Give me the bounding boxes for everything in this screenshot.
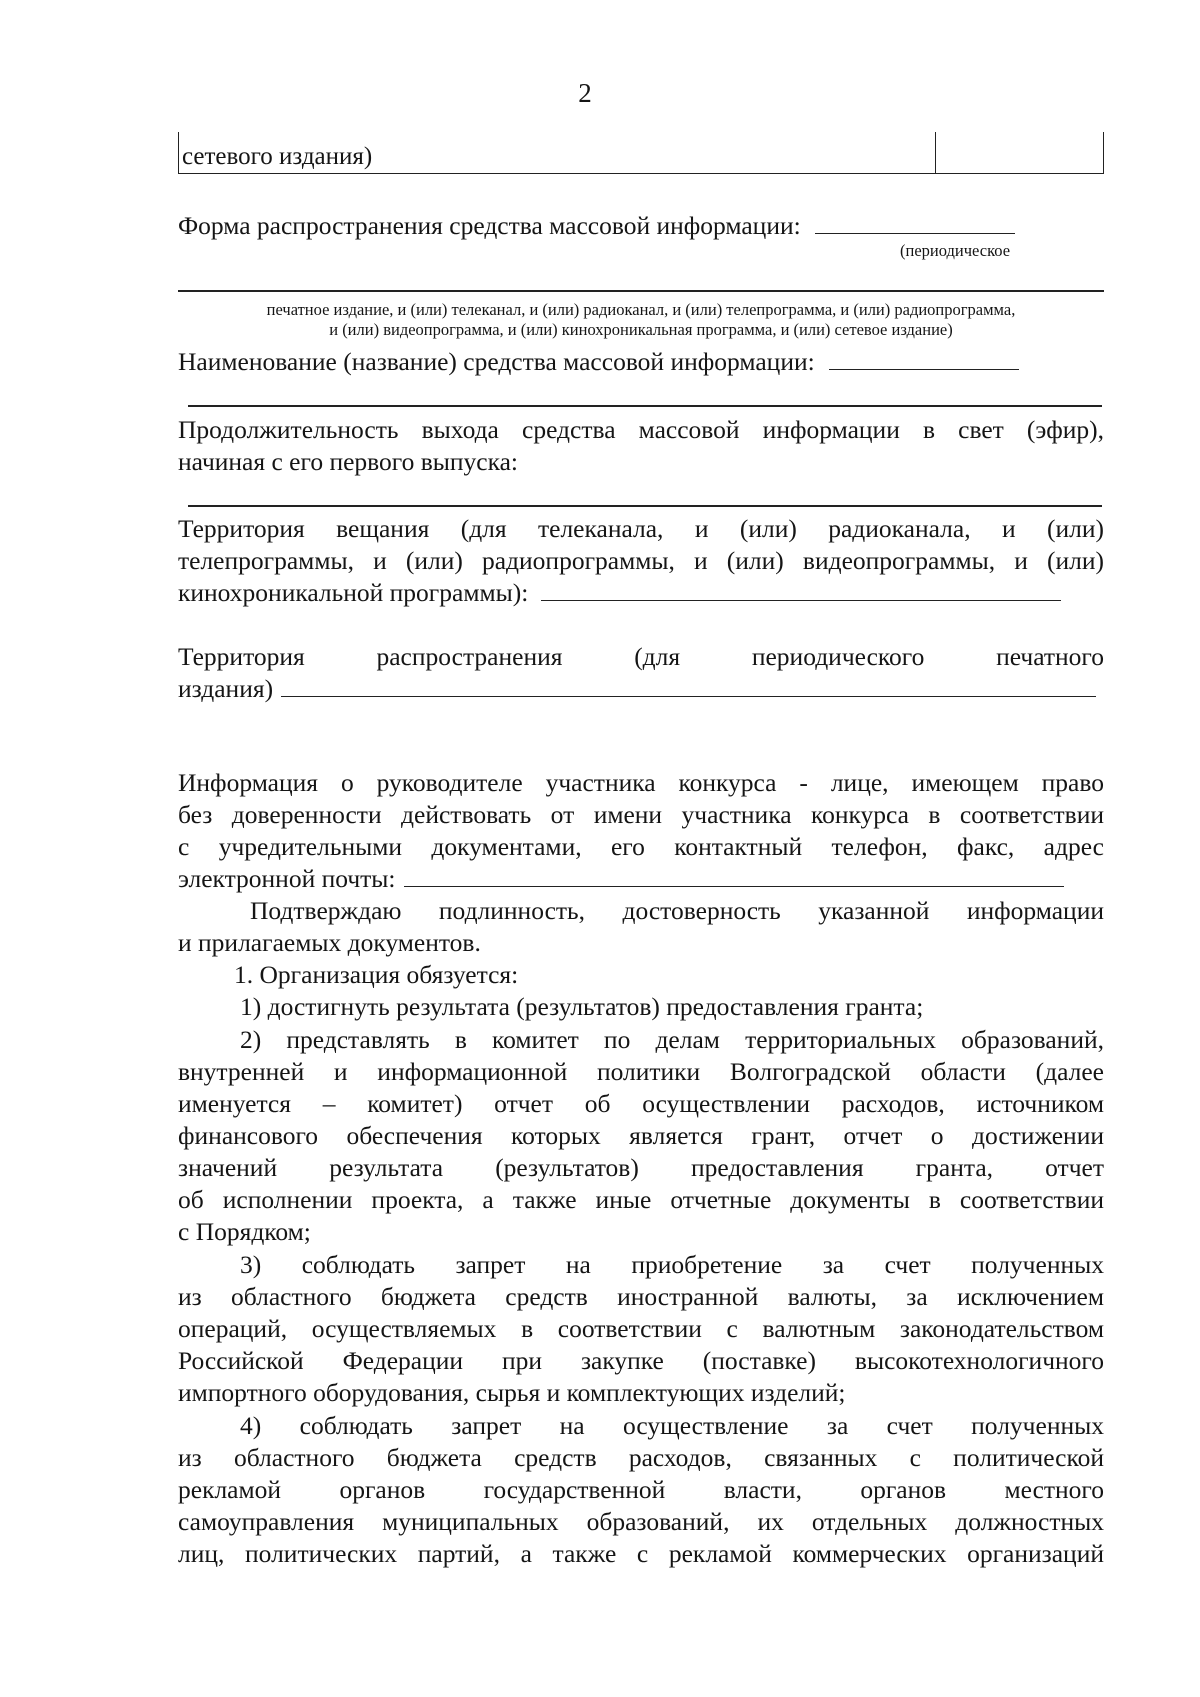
table-border-left — [178, 132, 179, 174]
table-border-middle — [935, 132, 936, 174]
head-info-line4: электронной почты: — [178, 864, 396, 893]
obligations-heading: 1. Организация обязуется: — [234, 960, 519, 989]
distribution-fill-line — [281, 676, 1096, 697]
obligation-item1: 1) достигнуть результата (результатов) предоставления гранта; — [240, 992, 924, 1021]
obligation-item4-line: из областного бюджета средств расходов, связанных с политической — [178, 1443, 1104, 1472]
distribution-line2-row — [178, 673, 1104, 705]
head-info-line2: без доверенности действовать от имени участника конкурса в соответствии — [178, 800, 1104, 829]
obligation-item2-line: значений результата (результатов) предоставления гранта, отчет — [178, 1153, 1104, 1182]
obligation-item3-line: Российской Федерации при закупке (поставке) высокотехнологичного — [178, 1346, 1104, 1375]
broadcast-line3-row — [178, 577, 1104, 609]
obligation-item2-line: об исполнении проекта, а также иные отчетные документы в соответствии — [178, 1185, 1104, 1214]
name-rule — [188, 405, 1102, 407]
duration-line1: Продолжительность выхода средства массовой информации в свет (эфир), — [178, 415, 1104, 444]
head-info-line3: с учредительными документами, его контактный телефон, факс, адрес — [178, 832, 1104, 861]
obligation-item4-line: самоуправления муниципальных образований, их отдельных должностных — [178, 1507, 1104, 1536]
form-note-right: (периодическое — [900, 241, 1011, 260]
broadcast-line2: телепрограммы, и (или) радиопрограммы, и (или) видеопрограммы, и (или) — [178, 546, 1104, 575]
form-rule — [178, 290, 1104, 292]
head-info-fill-line — [404, 866, 1064, 887]
obligation-item4-line: рекламой органов государственной власти, органов местного — [178, 1475, 1104, 1504]
obligation-item4-line: 4) соблюдать запрет на осуществление за счет полученных — [240, 1411, 1104, 1440]
duration-line2: начиная с его первого выпуска: — [178, 447, 519, 476]
head-info-line1: Информация о руководителе участника конкурса - лице, имеющем право — [178, 768, 1104, 797]
obligation-item4-line: лиц, политических партий, а также с рекламой коммерческих организаций — [178, 1539, 1104, 1568]
table-border-bottom — [178, 173, 1104, 174]
obligation-item2-line: внутренней и информационной политики Волгоградской области (далее — [178, 1057, 1104, 1086]
obligation-item2-line: финансового обеспечения которых является грант, отчет о достижении — [178, 1121, 1104, 1150]
form-note-line2: и (или) видеопрограмма, и (или) кинохроникальная программа, и (или) сетевое издание) — [329, 320, 953, 339]
obligation-item3-line: импортного оборудования, сырья и комплектующих изделий; — [178, 1378, 846, 1407]
name-label-line — [178, 346, 1104, 378]
broadcast-fill-line — [541, 580, 1061, 601]
confirm-line2: и прилагаемых документов. — [178, 928, 481, 957]
distribution-line2: издания) — [178, 674, 274, 703]
obligation-item2-line: 2) представлять в комитет по делам территориальных образований, — [240, 1025, 1104, 1054]
obligation-item3-line: операций, осуществляемых в соответствии с валютным законодательством — [178, 1314, 1104, 1343]
form-label: Форма распространения средства массовой информации: — [178, 211, 801, 240]
obligation-item3-line: из областного бюджета средств иностранной валюты, за исключением — [178, 1282, 1104, 1311]
obligation-item3-line: 3) соблюдать запрет на приобретение за счет полученных — [240, 1250, 1104, 1279]
name-fill-line — [829, 349, 1019, 370]
obligation-item2-line: с Порядком; — [178, 1217, 311, 1246]
head-info-line4-row — [178, 863, 1104, 895]
form-fill-line — [815, 213, 1015, 234]
broadcast-line3: кинохроникальной программы): — [178, 578, 529, 607]
table-fragment — [178, 132, 1104, 174]
confirm-line1: Подтверждаю подлинность, достоверность указанной информации — [250, 896, 1104, 925]
table-border-right — [1103, 132, 1104, 174]
duration-rule — [188, 505, 1102, 507]
obligation-item2-line: именуется – комитет) отчет об осуществлении расходов, источником — [178, 1089, 1104, 1118]
broadcast-line1: Территория вещания (для телеканала, и (или) радиоканала, и (или) — [178, 514, 1104, 543]
form-note-line1: печатное издание, и (или) телеканал, и (или) радиоканал, и (или) телепрограмма, и (или) радиопрограмма, — [266, 300, 1016, 319]
distribution-line1: Территория распространения (для периодического печатного — [178, 642, 1104, 671]
name-label: Наименование (название) средства массовой информации: — [178, 347, 815, 376]
page-number: 2 — [578, 78, 592, 108]
table-cell-text: сетевого издания) — [182, 143, 373, 170]
form-label-line — [178, 210, 1104, 242]
